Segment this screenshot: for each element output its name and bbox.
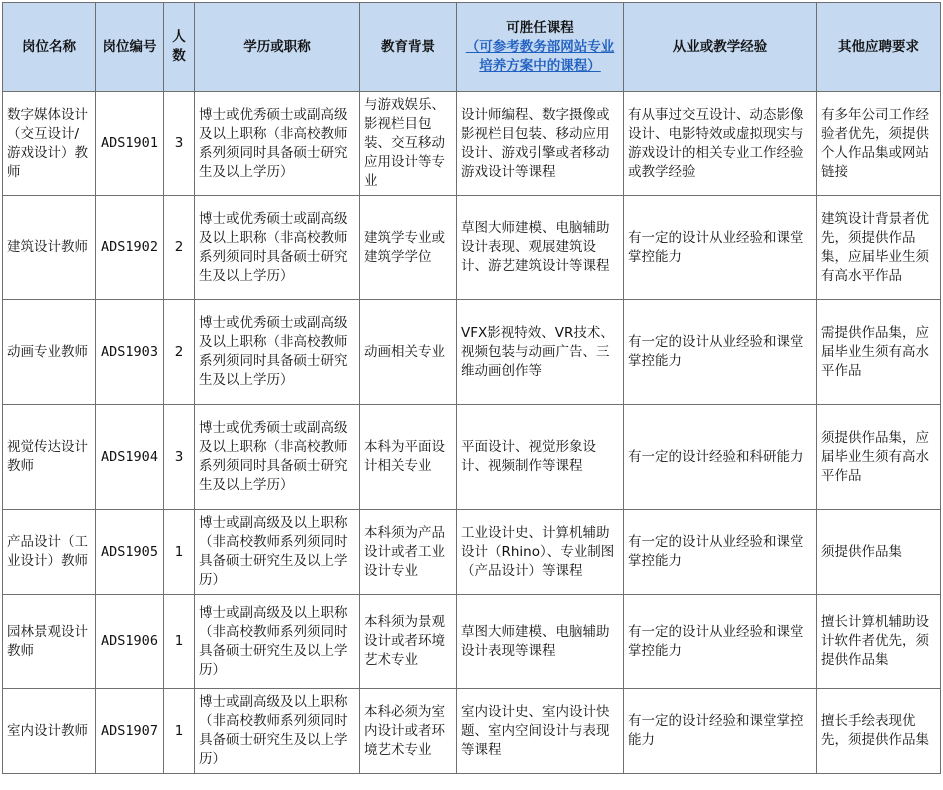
table-row	[3, 405, 941, 510]
cell-count: 1	[164, 689, 195, 774]
cell-experience: 有一定的设计经验和科研能力	[624, 405, 817, 510]
header-code: 岗位编号	[96, 3, 164, 92]
header-courses-title: 可胜任课程	[506, 19, 574, 36]
cell-courses: 工业设计史、计算机辅助设计（Rhino）、专业制图（产品设计）等课程	[457, 510, 624, 595]
header-row	[3, 3, 941, 92]
cell-degree: 博士或副高级及以上职称（非高校教师系列须同时具备硕士研究生及以上学历）	[195, 595, 360, 689]
cell-education: 本科须为景观设计或者环境艺术专业	[360, 595, 457, 689]
header-courses	[457, 3, 624, 92]
cell-code: ADS1905	[96, 510, 164, 595]
cell-position: 园林景观设计教师	[3, 595, 96, 689]
table-row	[3, 196, 941, 300]
cell-education: 本科须为产品设计或者工业设计专业	[360, 510, 457, 595]
header-count: 人数	[164, 3, 195, 92]
cell-courses: 草图大师建模、电脑辅助设计表现、观展建筑设计、游艺建筑设计等课程	[457, 196, 624, 300]
cell-experience: 有从事过交互设计、动态影像设计、电影特效或虚拟现实与游戏设计的相关专业工作经验或教学经验	[624, 92, 817, 196]
cell-code: ADS1903	[96, 300, 164, 405]
cell-code: ADS1907	[96, 689, 164, 774]
cell-degree: 博士或优秀硕士或副高级及以上职称（非高校教师系列须同时具备硕士研究生及以上学历）	[195, 92, 360, 196]
cell-position: 动画专业教师	[3, 300, 96, 405]
cell-education: 动画相关专业	[360, 300, 457, 405]
cell-other: 建筑设计背景者优先，须提供作品集，应届毕业生须有高水平作品	[817, 196, 941, 300]
cell-courses: 室内设计史、室内设计快题、室内空间设计与表现等课程	[457, 689, 624, 774]
cell-degree: 博士或优秀硕士或副高级及以上职称（非高校教师系列须同时具备硕士研究生及以上学历）	[195, 300, 360, 405]
header-position: 岗位名称	[3, 3, 96, 92]
cell-position: 视觉传达设计教师	[3, 405, 96, 510]
cell-count: 2	[164, 196, 195, 300]
cell-count: 1	[164, 510, 195, 595]
cell-courses: VFX影视特效、VR技术、视频包装与动画广告、三维动画创作等	[457, 300, 624, 405]
cell-education: 与游戏娱乐、影视栏目包装、交互移动应用设计等专业	[360, 92, 457, 196]
cell-other: 擅长手绘表现优先，须提供作品集	[817, 689, 941, 774]
cell-courses: 草图大师建模、电脑辅助设计表现等课程	[457, 595, 624, 689]
cell-count: 2	[164, 300, 195, 405]
cell-courses: 设计师编程、数字摄像或影视栏目包装、移动应用设计、游戏引擎或者移动游戏设计等课程	[457, 92, 624, 196]
cell-education: 本科必须为室内设计或者环境艺术专业	[360, 689, 457, 774]
table-row	[3, 300, 941, 405]
cell-experience: 有一定的设计从业经验和课堂掌控能力	[624, 595, 817, 689]
table-row	[3, 510, 941, 595]
cell-position: 建筑设计教师	[3, 196, 96, 300]
cell-degree: 博士或副高级及以上职称（非高校教师系列须同时具备硕士研究生及以上学历）	[195, 689, 360, 774]
table-row	[3, 689, 941, 774]
table-row	[3, 595, 941, 689]
cell-experience: 有一定的设计从业经验和课堂掌控能力	[624, 510, 817, 595]
header-degree: 学历或职称	[195, 3, 360, 92]
cell-count: 3	[164, 405, 195, 510]
header-education: 教育背景	[360, 3, 457, 92]
cell-education: 本科为平面设计相关专业	[360, 405, 457, 510]
cell-position: 室内设计教师	[3, 689, 96, 774]
cell-code: ADS1902	[96, 196, 164, 300]
cell-position: 数字媒体设计（交互设计/游戏设计）教师	[3, 92, 96, 196]
cell-degree: 博士或优秀硕士或副高级及以上职称（非高校教师系列须同时具备硕士研究生及以上学历）	[195, 196, 360, 300]
cell-experience: 有一定的设计经验和课堂掌控能力	[624, 689, 817, 774]
cell-count: 3	[164, 92, 195, 196]
cell-position: 产品设计（工业设计）教师	[3, 510, 96, 595]
cell-count: 1	[164, 595, 195, 689]
header-courses-note-link[interactable]: （可参考教务部网站专业培养方案中的课程）	[465, 38, 615, 74]
cell-other: 需提供作品集，应届毕业生须有高水平作品	[817, 300, 941, 405]
cell-degree: 博士或优秀硕士或副高级及以上职称（非高校教师系列须同时具备硕士研究生及以上学历）	[195, 405, 360, 510]
cell-code: ADS1906	[96, 595, 164, 689]
cell-code: ADS1904	[96, 405, 164, 510]
header-experience: 从业或教学经验	[624, 3, 817, 92]
cell-other: 须提供作品集	[817, 510, 941, 595]
cell-degree: 博士或副高级及以上职称（非高校教师系列须同时具备硕士研究生及以上学历）	[195, 510, 360, 595]
header-other: 其他应聘要求	[817, 3, 941, 92]
table-row	[3, 92, 941, 196]
cell-experience: 有一定的设计从业经验和课堂掌控能力	[624, 196, 817, 300]
recruitment-table	[2, 2, 941, 774]
cell-other: 擅长计算机辅助设计软件者优先，须提供作品集	[817, 595, 941, 689]
cell-experience: 有一定的设计从业经验和课堂掌控能力	[624, 300, 817, 405]
cell-other: 有多年公司工作经验者优先，须提供个人作品集或网站链接	[817, 92, 941, 196]
cell-code: ADS1901	[96, 92, 164, 196]
cell-other: 须提供作品集，应届毕业生须有高水平作品	[817, 405, 941, 510]
cell-courses: 平面设计、视觉形象设计、视频制作等课程	[457, 405, 624, 510]
cell-education: 建筑学专业或建筑学学位	[360, 196, 457, 300]
